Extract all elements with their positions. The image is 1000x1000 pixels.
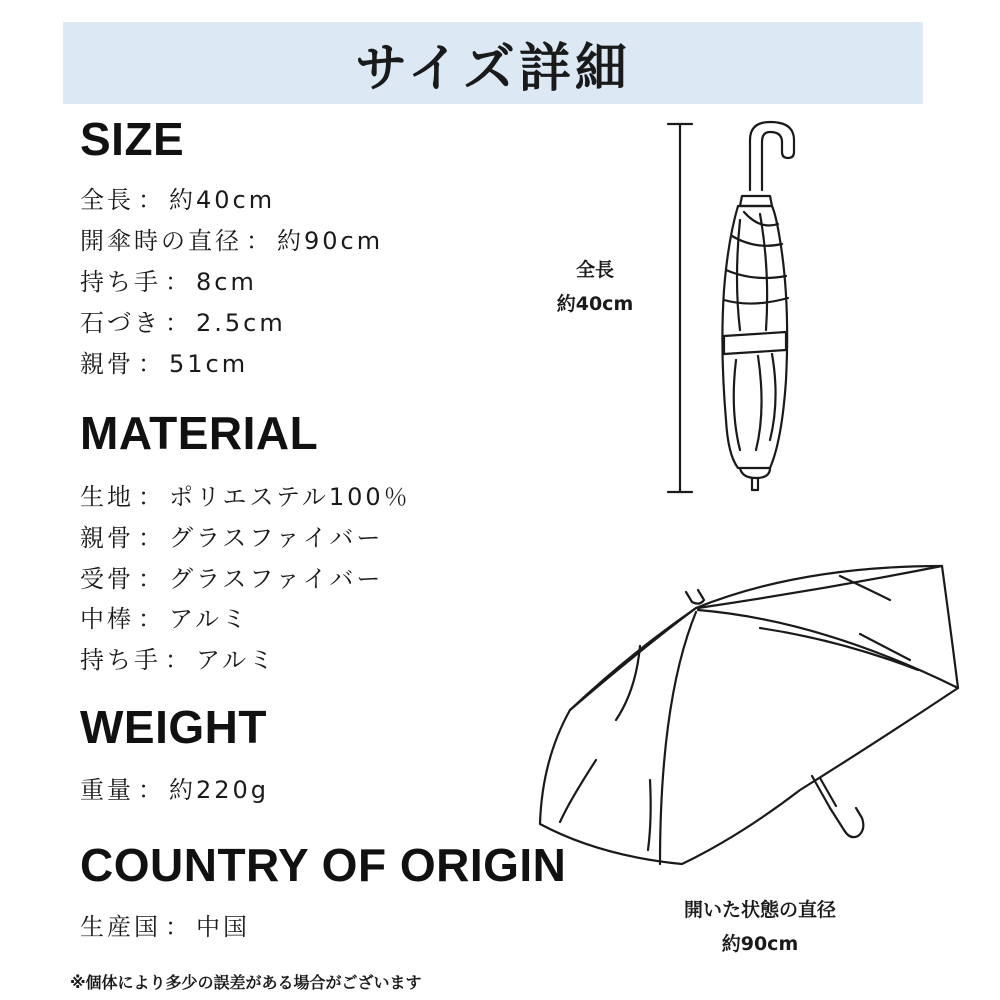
closed-length-value: 約40cm — [556, 293, 634, 315]
spec-label: 重量 — [80, 776, 134, 804]
spec-value: アルミ — [196, 646, 277, 674]
section-heading-origin: COUNTRY OF ORIGIN — [80, 839, 567, 891]
spec-separator: ： — [165, 309, 192, 337]
dimension-line — [668, 124, 692, 492]
section-heading-material: MATERIAL — [80, 407, 319, 459]
spec-separator: ： — [138, 350, 165, 378]
open-diameter-caption: 開いた状態の直径 — [683, 899, 836, 921]
spec-label: 親骨 — [80, 350, 134, 378]
spec-label: 生産国 — [80, 913, 161, 941]
spec-label: 石づき — [80, 309, 161, 337]
page-title: サイズ詳細 — [355, 38, 631, 99]
open-diameter-value: 約90cm — [721, 933, 799, 955]
spec-separator: ： — [138, 565, 165, 593]
spec-label: 持ち手 — [80, 268, 161, 296]
spec-label: 開傘時の直径 — [80, 227, 242, 255]
spec-label: 受骨 — [80, 565, 134, 593]
spec-separator: ： — [138, 483, 165, 511]
section-heading-size: SIZE — [80, 113, 185, 165]
closed-umbrella-icon — [722, 122, 794, 490]
spec-separator: ： — [138, 776, 165, 804]
spec-label: 生地 — [80, 483, 134, 511]
spec-value: 8cm — [196, 268, 257, 296]
spec-value: 51cm — [169, 350, 249, 378]
spec-value: グラスファイバー — [169, 565, 384, 593]
spec-label: 持ち手 — [80, 646, 161, 674]
open-umbrella-icon — [540, 566, 958, 864]
disclaimer-note: ※個体により多少の誤差がある場合がございます — [70, 973, 422, 992]
spec-separator: ： — [165, 268, 192, 296]
spec-separator: ： — [138, 524, 165, 552]
spec-value: グラスファイバー — [169, 524, 384, 552]
spec-separator: ： — [246, 227, 273, 255]
spec-value: アルミ — [169, 605, 250, 633]
spec-value: ポリエステル100％ — [169, 483, 411, 511]
spec-separator: ： — [138, 605, 165, 633]
spec-value: 2.5cm — [196, 309, 286, 337]
spec-value: 約220g — [169, 776, 270, 804]
spec-label: 中棒 — [80, 605, 134, 633]
section-heading-weight: WEIGHT — [80, 701, 267, 753]
spec-value: 約40cm — [169, 186, 276, 214]
spec-label: 全長 — [80, 186, 134, 214]
spec-separator: ： — [138, 186, 165, 214]
spec-value: 中国 — [196, 913, 250, 941]
spec-label: 親骨 — [80, 524, 134, 552]
spec-separator: ： — [165, 913, 192, 941]
spec-value: 約90cm — [277, 227, 384, 255]
spec-separator: ： — [165, 646, 192, 674]
closed-length-caption: 全長 — [575, 259, 614, 281]
